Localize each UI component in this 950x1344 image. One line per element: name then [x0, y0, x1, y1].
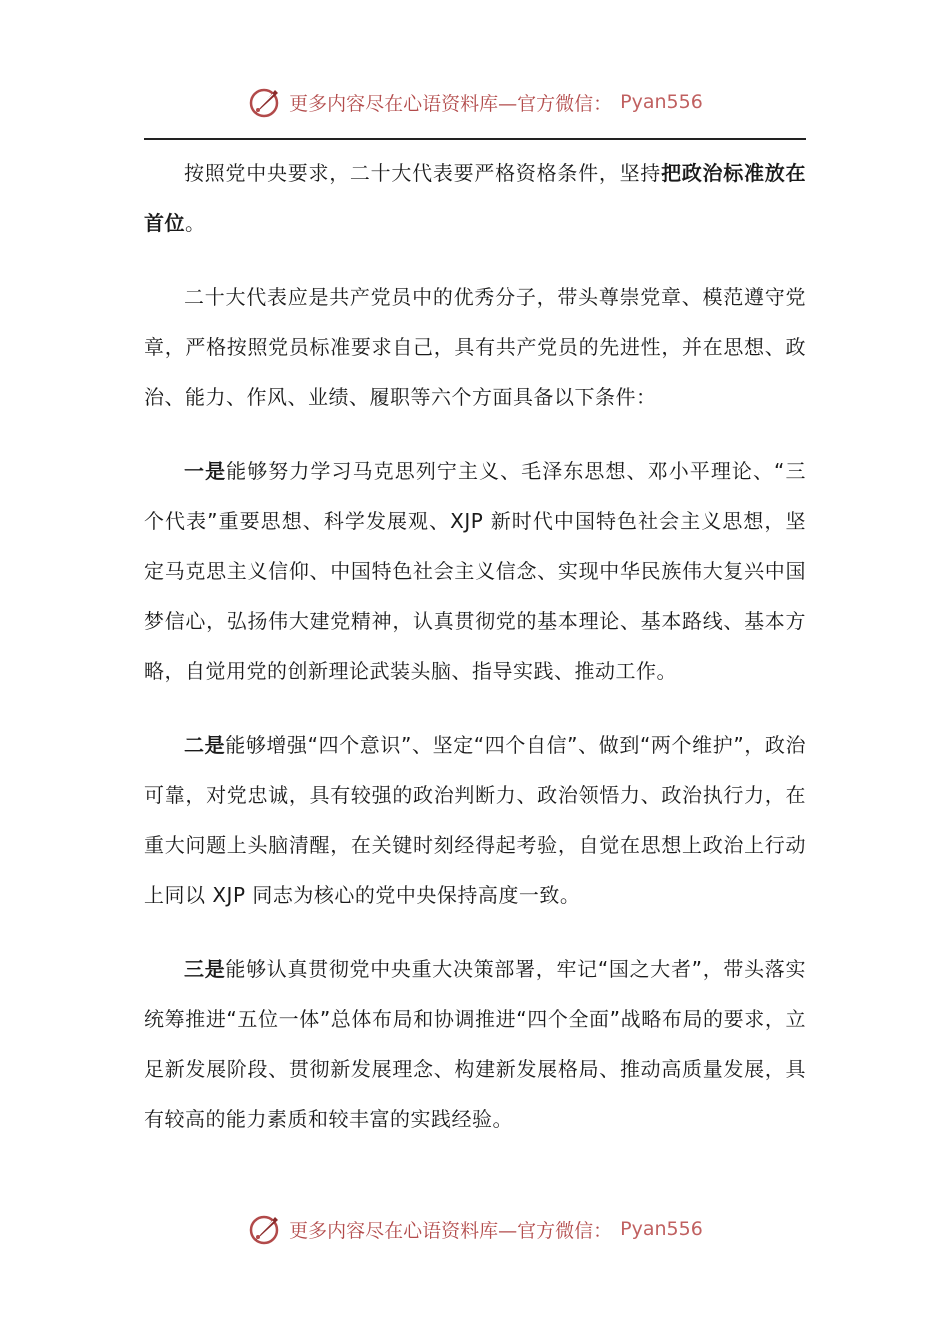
paragraph-item-3-lead: 三是	[184, 957, 226, 981]
header-divider	[144, 138, 806, 140]
paragraph-conditions-text: 二十大代表应是共产党员中的优秀分子，带头尊崇党章、模范遵守党章，严格按照党员标准要求自己，具有共产党员的先进性，并在思想、政治、能力、作风、业绩、履职等六个方面具备以下条件：	[144, 285, 806, 409]
quill-logo-icon	[247, 84, 283, 120]
paragraph-item-1	[144, 446, 806, 696]
footer-wechat-id: Pyan556	[620, 1218, 703, 1240]
footer-banner-text: 更多内容尽在心语资料库—官方微信：	[289, 1219, 613, 1242]
paragraph-item-2-text: 能够增强“四个意识”、坚定“四个自信”、做到“两个维护”，政治可靠，对党忠诚，具有较强的政治判断力、政治领悟力、政治执行力，在重大问题上头脑清醒，在关键时刻经得起考验，自觉在思想上政治上行动上同以 XJP 同志为核心的党中央保持高度一致。	[144, 733, 807, 907]
document-body	[144, 148, 806, 1168]
footer-banner	[0, 1209, 950, 1249]
paragraph-intro-tail: 。	[185, 211, 206, 235]
paragraph-item-2-lead: 二是	[184, 733, 226, 757]
paragraph-intro-bold: 把政治标准放在首位	[144, 161, 807, 235]
paragraph-item-1-text: 能够努力学习马克思列宁主义、毛泽东思想、邓小平理论、“三个代表”重要思想、科学发展观、XJP 新时代中国特色社会主义思想，坚定马克思主义信仰、中国特色社会主义信念、实现中华民族伟大复兴中国梦信心，弘扬伟大建党精神，认真贯彻党的基本理论、基本路线、基本方略，自觉用党的创新理论武装头脑、指导实践、推动工作。	[144, 459, 806, 683]
header-banner	[0, 82, 950, 122]
paragraph-item-3	[144, 944, 806, 1144]
paragraph-item-3-text: 能够认真贯彻党中央重大决策部署，牢记“国之大者”，带头落实统筹推进“五位一体”总体布局和协调推进“四个全面”战略布局的要求，立足新发展阶段、贯彻新发展理念、构建新发展格局、推动高质量发展，具有较高的能力素质和较丰富的实践经验。	[144, 957, 806, 1131]
paragraph-item-1-lead: 一是	[184, 459, 227, 483]
paragraph-intro	[144, 148, 806, 248]
paragraph-conditions	[144, 272, 806, 422]
wechat-id: Pyan556	[620, 91, 703, 113]
paragraph-intro-text: 按照党中央要求，二十大代表要严格资格条件，坚持	[184, 161, 662, 185]
quill-logo-icon	[247, 1211, 283, 1247]
banner-text: 更多内容尽在心语资料库—官方微信：	[289, 92, 613, 115]
paragraph-item-2	[144, 720, 806, 920]
